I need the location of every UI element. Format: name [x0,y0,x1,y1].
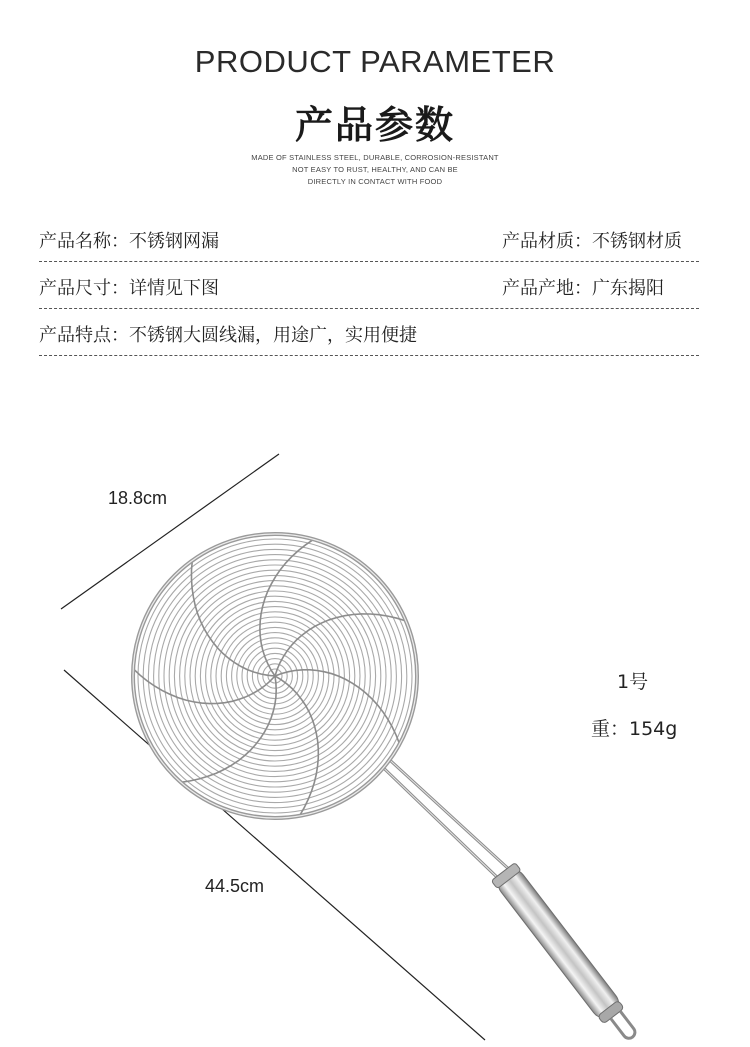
tagline-line-1: MADE OF STAINLESS STEEL, DURABLE, CORROSION-RESISTANT [251,153,499,162]
strainer-basket [133,534,417,818]
tagline-line-2: NOT EASY TO RUST, HEALTHY, AND CAN BE [292,165,458,174]
spec-product-size: 产品尺寸：详情见下图 [39,278,219,299]
model-number: 1号 [617,671,649,693]
chinese-title: 产品参数 [294,103,455,147]
diameter-label: 18.8cm [108,488,168,508]
spec-product-name: 产品名称：不锈钢网漏 [39,231,219,252]
spec-product-feature: 产品特点：不锈钢大圆线漏，用途广，实用便捷 [39,325,417,346]
spec-product-material: 产品材质：不锈钢材质 [502,231,682,252]
strainer-shaft [370,752,512,880]
tagline-line-3: DIRECTLY IN CONTACT WITH FOOD [307,177,443,186]
strainer-handle [491,863,643,1047]
spec-product-origin: 产品产地：广东揭阳 [502,278,664,299]
english-title: PRODUCT PARAMETER [194,44,556,79]
length-label: 44.5cm [205,876,265,896]
weight-value: 重：154g [591,718,678,740]
